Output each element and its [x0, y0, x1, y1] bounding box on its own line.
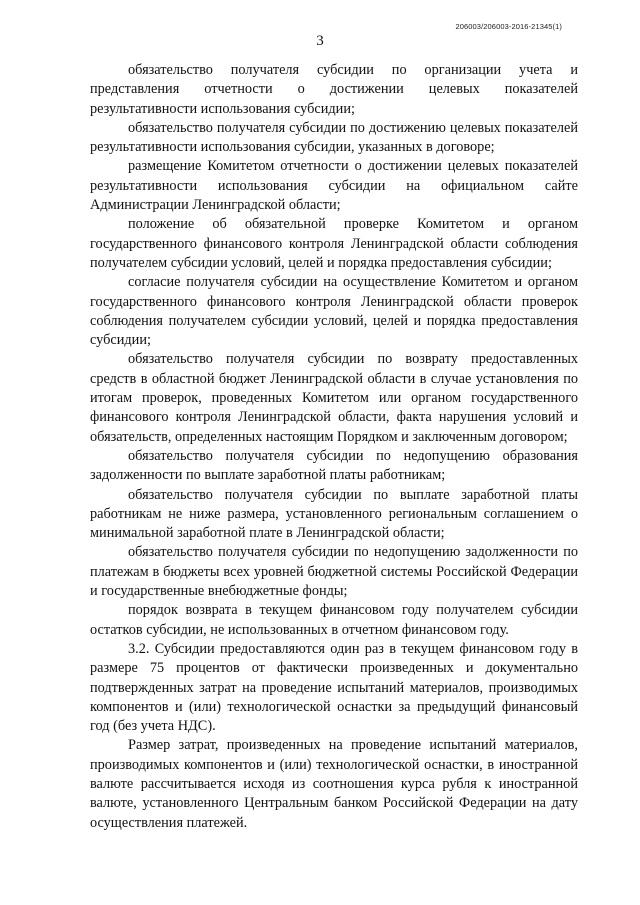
paragraph-unused-balance-return: порядок возврата в текущем финансовом году получателем субсидии остатков субсидии, не использованных в отчетном финансовом году. [90, 602, 578, 638]
paragraph-report-publication: размещение Комитетом отчетности о достижении целевых показателей результативности использования субсидии на официальном сайте Администрации Ленинградской области; [90, 158, 578, 214]
paragraph-section-3-2: 3.2. Субсидии предоставляются один раз в текущем финансовом году в размере 75 процентов от фактически произведенных и документально подтвержденных затрат на проведение испытаний материалов, производимых компонентов и (или) технологической оснастки за предыдущий финансовый год (без учета НДС). [90, 640, 578, 735]
paragraph-wage-arrears: обязательство получателя субсидии по недопущению образования задолженности по выплате заработной платы работникам; [90, 447, 578, 484]
document-body [90, 61, 578, 833]
paragraph-refund-obligation: обязательство получателя субсидии по возврату предоставленных средств в областной бюджет Ленинградской области в случае установления по итогам проверок, проведенных Комитетом или органом государственного финансового контроля Ленинградской области, факта нарушения условий и обязательств, определенных настоящим Порядком и заключенным договором; [90, 351, 578, 445]
paragraph-target-achievement: обязательство получателя субсидии по достижению целевых показателей результативности использования субсидии, указанных в договоре; [90, 119, 578, 156]
paragraph-tax-arrears: обязательство получателя субсидии по недопущению задолженности по платежам в бюджеты всех уровней бюджетной системы Российской Федерации и государственные внебюджетные фонды; [90, 544, 578, 600]
paragraph-minimum-wage: обязательство получателя субсидии по выплате заработной платы работникам не ниже размера, установленного региональным соглашением о минимальной заработной плате в Ленинградской области; [90, 486, 578, 542]
document-id: 206003/206003-2016-21345(1) [455, 22, 562, 31]
paragraph-foreign-currency: Размер затрат, произведенных на проведение испытаний материалов, производимых компонентов и (или) технологической оснастки, в иностранной валюте рассчитывается исходя из соотношения курса рубля к иностранной валюте, установленного Центральным банком Российской Федерации на дату осуществления платежей. [90, 737, 578, 831]
paragraph-reporting-obligation: обязательство получателя субсидии по организации учета и представления отчетности о достижении целевых показателей результативности использования субсидии; [90, 62, 578, 117]
page-number: 3 [316, 33, 324, 49]
paragraph-mandatory-inspection: положение об обязательной проверке Комитетом и органом государственного финансового контроля Ленинградской области соблюдения получателем субсидии условий, целей и порядка предоставления субсидии; [90, 216, 578, 271]
paragraph-inspection-consent: согласие получателя субсидии на осуществление Комитетом и органом государственного финансового контроля Ленинградской области проверок соблюдения получателем субсидии условий, целей и порядка предоставления субсидии; [90, 274, 578, 349]
